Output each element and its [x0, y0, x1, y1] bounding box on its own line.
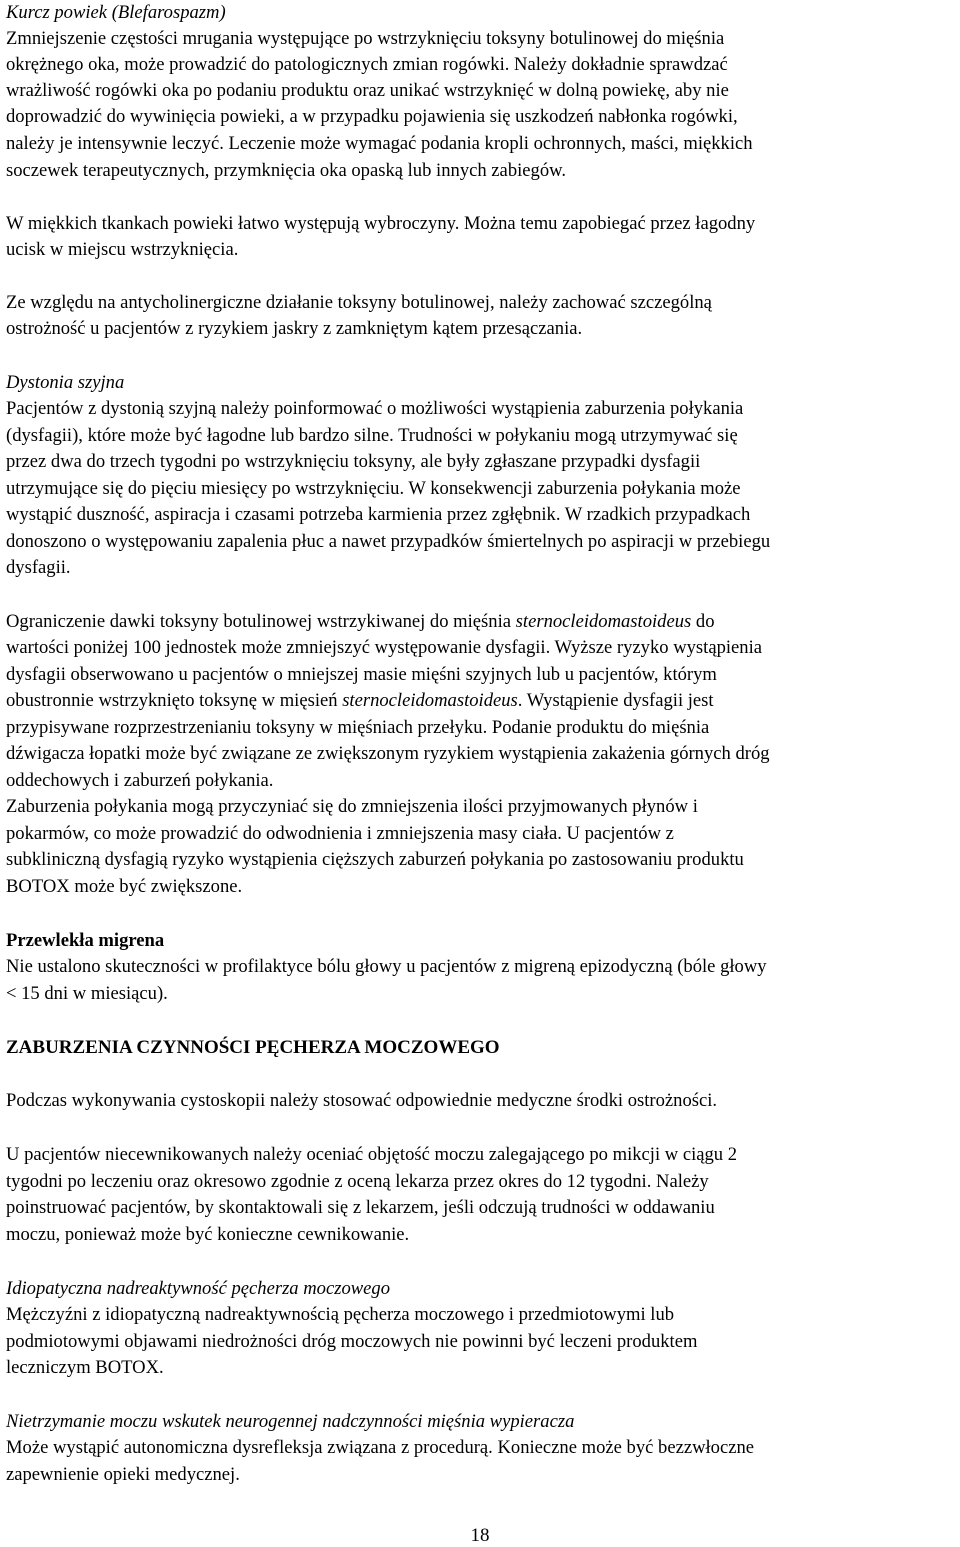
section-heading-dystonia: Dystonia szyjna: [6, 372, 125, 393]
text-segment: do: [691, 611, 715, 632]
text-line: Nie ustalono skuteczności w profilaktyce bólu głowy u pacjentów z migreną epizodyczną (bóle głowy: [6, 956, 767, 977]
text-line: Może wystąpić autonomiczna dysrefleksja związana z procedurą. Konieczne może być bezzwłoczne: [6, 1437, 755, 1458]
text-line: pokarmów, co może prowadzić do odwodnienia i zmniejszenia masy ciała. U pacjentów z: [6, 823, 674, 844]
text-line: przez dwa do trzech tygodni po wstrzyknięciu toksyny, ale były zgłaszane przypadki dysfagii: [6, 451, 701, 472]
subsection-heading-idiopatyczna: Idiopatyczna nadreaktywność pęcherza moczowego: [6, 1278, 391, 1299]
section-heading-migrena: Przewlekła migrena: [6, 930, 165, 951]
text-line: ucisk w miejscu wstrzyknięcia.: [6, 239, 239, 260]
text-line: podmiotowymi objawami niedrożności dróg moczowych nie powinni być leczeni produktem: [6, 1331, 698, 1352]
text-line: ostrożność u pacjentów z ryzykiem jaskry z zamkniętym kątem przesączania.: [6, 318, 583, 339]
text-line: zapewnienie opieki medycznej.: [6, 1464, 240, 1485]
text-line: poinstruować pacjentów, by skontaktowali się z lekarzem, jeśli odczują trudności w oddawaniu: [6, 1197, 715, 1218]
text-line: tygodni po leczeniu oraz okresowo zgodnie z oceną lekarza przez okres do 12 tygodni. Należy: [6, 1171, 709, 1192]
muscle-name-italic: sternocleidomastoideus: [342, 690, 518, 711]
section-heading-pecherz: ZABURZENIA CZYNNOŚCI PĘCHERZA MOCZOWEGO: [6, 1037, 500, 1058]
text-line: dysfagii.: [6, 557, 71, 578]
text-line: BOTOX może być zwiększone.: [6, 876, 243, 897]
text-line: należy je intensywnie leczyć. Leczenie może wymagać podania kropli ochronnych, maści, miękkich: [6, 133, 753, 154]
text-line: Mężczyźni z idiopatyczną nadreaktywnością pęcherza moczowego i przedmiotowymi lub: [6, 1304, 675, 1325]
text-line: [6, 690, 714, 716]
text-line: [6, 611, 715, 637]
text-line: utrzymujące się do pięciu miesięcy po wstrzyknięciu. W konsekwencji zaburzenia połykania może: [6, 478, 741, 499]
text-line: oddechowych i zaburzeń połykania.: [6, 770, 274, 791]
text-line: dysfagii obserwowano u pacjentów o mniejszej masie mięśni szyjnych lub u pacjentów, którym: [6, 664, 717, 685]
text-segment: Ograniczenie dawki toksyny botulinowej wstrzykiwanej do mięśnia: [6, 611, 516, 632]
text-line: Ze względu na antycholinergiczne działanie toksyny botulinowej, należy zachować szczególną: [6, 292, 712, 313]
text-segment: obustronnie wstrzyknięto toksynę w mięsień: [6, 690, 343, 711]
text-line: doprowadzić do wywinięcia powieki, a w przypadku pojawienia się uszkodzeń nabłonka rogówki,: [6, 106, 738, 127]
text-line: wystąpić duszność, aspiracja i czasami potrzeba karmienia przez zgłębnik. W rzadkich przypadkach: [6, 504, 751, 525]
text-line: soczewek terapeutycznych, przymknięcia oka opaską lub innych zabiegów.: [6, 160, 566, 181]
text-line: leczniczym BOTOX.: [6, 1357, 164, 1378]
text-line: Podczas wykonywania cystoskopii należy stosować odpowiednie medyczne środki ostrożności.: [6, 1090, 718, 1111]
text-line: donoszono o występowaniu zapalenia płuc a nawet przypadków śmiertelnych po aspiracji w przebiegu: [6, 531, 771, 552]
text-segment: . Wystąpienie dysfagii jest: [517, 690, 714, 711]
text-line: wrażliwość rogówki oka po podaniu produktu oraz unikać wstrzyknięć w dolną powiekę, aby nie: [6, 80, 729, 101]
text-line: dźwigacza łopatki może być związane ze zwiększonym ryzykiem wystąpienia zakażenia górnych dróg: [6, 743, 770, 764]
muscle-name-italic: sternocleidomastoideus: [515, 611, 692, 632]
text-line: wartości poniżej 100 jednostek może zmniejszyć występowanie dysfagii. Wyższe ryzyko wystąpienia: [6, 637, 763, 658]
text-line: (dysfagii), które może być łagodne lub bardzo silne. Trudności w połykaniu mogą utrzymywać się: [6, 425, 738, 446]
text-line: moczu, ponieważ może być konieczne cewnikowanie.: [6, 1224, 410, 1245]
text-line: Zmniejszenie częstości mrugania występujące po wstrzyknięciu toksyny botulinowej do mięśnia: [6, 28, 725, 49]
section-heading-blefarospazm: Kurcz powiek (Blefarospazm): [6, 2, 226, 23]
text-line: subkliniczną dysfagią ryzyko wystąpienia cięższych zaburzeń połykania po zastosowaniu produktu: [6, 849, 744, 870]
text-line: okrężnego oka, może prowadzić do patologicznych zmian rogówki. Należy dokładnie sprawdzać: [6, 54, 728, 75]
text-line: U pacjentów niecewnikowanych należy oceniać objętość moczu zalegającego po mikcji w ciągu 2: [6, 1144, 738, 1165]
text-line: W miękkich tkankach powieki łatwo występują wybroczyny. Można temu zapobiegać przez łagodny: [6, 213, 756, 234]
text-line: przypisywane rozprzestrzenianiu toksyny w mięśniach przełyku. Podanie produktu do mięśnia: [6, 717, 710, 738]
page-number: 18: [470, 1525, 490, 1546]
text-line: Zaburzenia połykania mogą przyczyniać się do zmniejszenia ilości przyjmowanych płynów i: [6, 796, 698, 817]
text-line: Pacjentów z dystonią szyjną należy poinformować o możliwości wystąpienia zaburzenia połykania: [6, 398, 744, 419]
subsection-heading-neurogenne: Nietrzymanie moczu wskutek neurogennej nadczynności mięśnia wypieracza: [6, 1411, 575, 1432]
text-line: < 15 dni w miesiącu).: [6, 983, 168, 1004]
